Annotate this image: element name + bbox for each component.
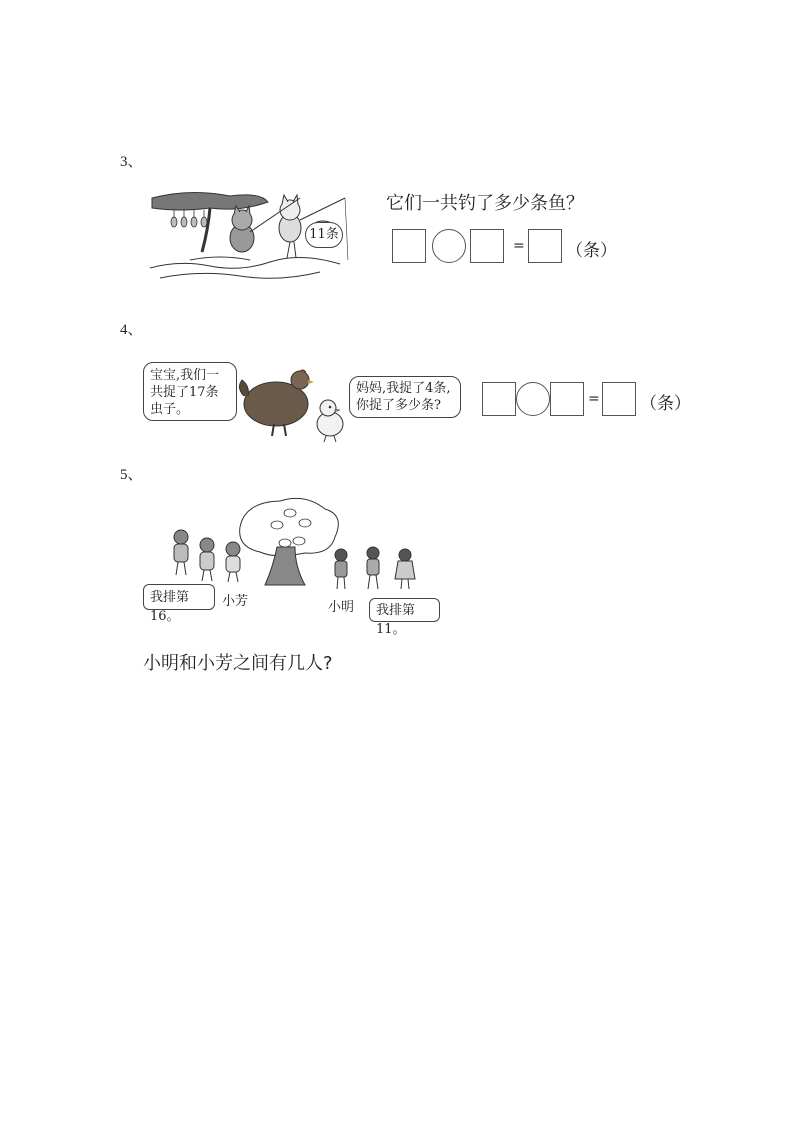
hen-speech-text: 宝宝,我们一共捉了17条虫子。 xyxy=(150,368,220,417)
xiaofang-speech-text: 我排第16。 xyxy=(150,590,190,624)
child-icon xyxy=(395,549,415,589)
xiaoming-speech-bubble xyxy=(369,598,440,637)
chick-speech-text: 妈妈,我捉了4条,你捉了多少条? xyxy=(356,381,451,413)
question-3-text: 它们一共钓了多少条鱼？ xyxy=(386,193,584,214)
queue-illustration xyxy=(165,497,425,592)
bucket-label-text: 11条 xyxy=(309,227,339,242)
question-5-number: 5、 xyxy=(120,467,143,483)
child-icon xyxy=(335,549,347,589)
question-4-number: 4、 xyxy=(120,322,143,338)
answer-box-1[interactable] xyxy=(482,382,516,416)
chick-icon xyxy=(317,400,343,442)
cat-left-icon xyxy=(230,206,254,252)
tree-icon xyxy=(240,498,339,585)
xiaoming-name: 小明 xyxy=(328,600,355,615)
child-icon xyxy=(200,538,214,581)
equals-sign: = xyxy=(588,391,600,407)
answer-box-result[interactable] xyxy=(602,382,636,416)
hen-and-chick-illustration xyxy=(236,366,351,444)
unit-label: （条） xyxy=(566,241,617,261)
xiaoming-speech-text: 我排第11。 xyxy=(376,603,416,637)
child-icon xyxy=(367,547,379,589)
equals-sign: = xyxy=(513,238,525,254)
operator-circle[interactable] xyxy=(432,229,466,263)
answer-box-2[interactable] xyxy=(550,382,584,416)
bucket-label xyxy=(305,222,343,248)
question-3-number: 3、 xyxy=(120,154,143,170)
hen-speech-bubble xyxy=(143,362,237,421)
answer-box-2[interactable] xyxy=(470,229,504,263)
hen-icon xyxy=(239,370,314,436)
xiaofang-speech-bubble xyxy=(143,584,215,624)
xiaofang-name: 小芳 xyxy=(222,594,249,609)
answer-box-1[interactable] xyxy=(392,229,426,263)
answer-box-result[interactable] xyxy=(528,229,562,263)
child-icon xyxy=(226,542,240,582)
unit-label: （条） xyxy=(640,394,691,414)
child-icon xyxy=(174,530,188,575)
chick-speech-bubble xyxy=(349,376,461,418)
question-5-text: 小明和小芳之间有几人? xyxy=(143,653,333,674)
operator-circle[interactable] xyxy=(516,382,550,416)
